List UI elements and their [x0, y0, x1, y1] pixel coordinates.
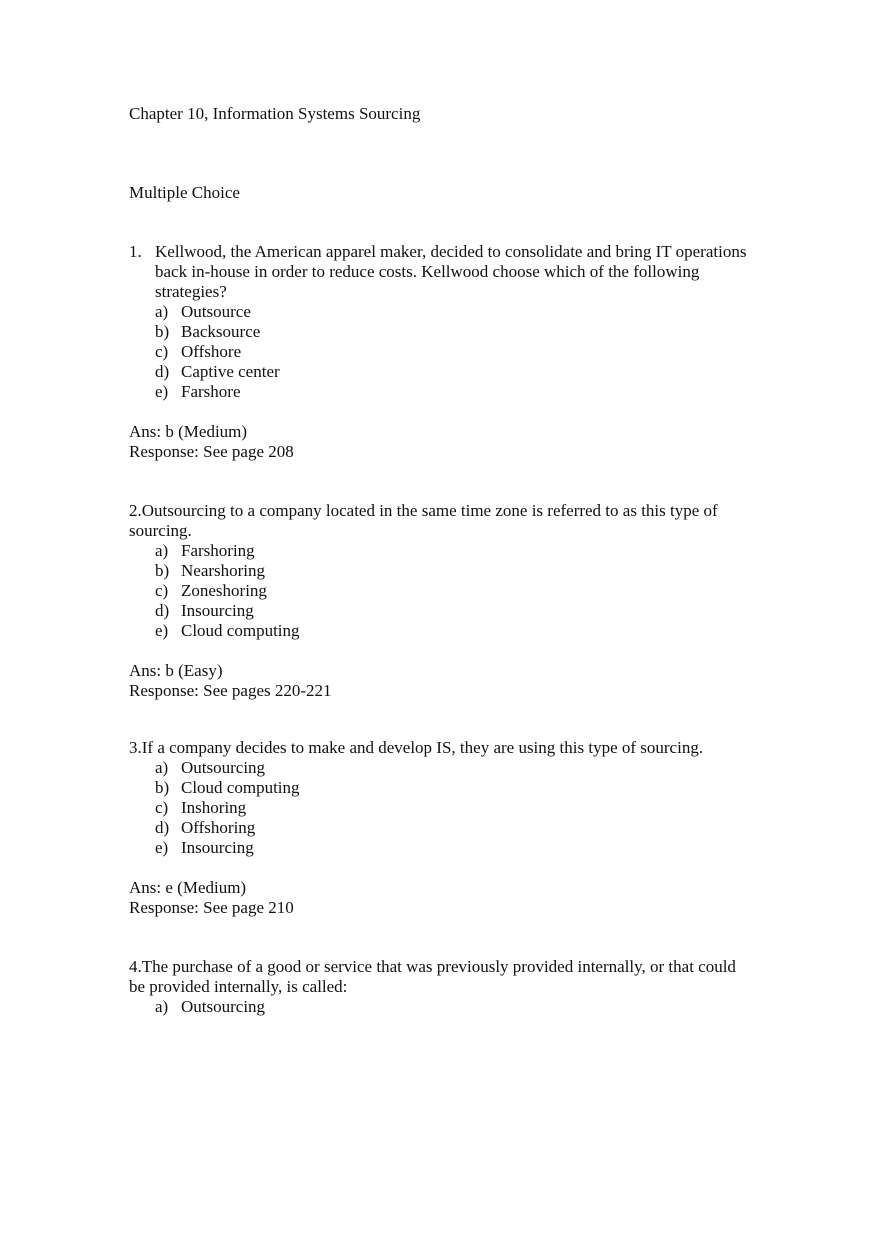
- option-item: e) Insourcing: [155, 838, 254, 857]
- option-text: Offshore: [181, 342, 242, 361]
- option-list: [155, 302, 754, 402]
- option-item: b) Backsource: [155, 322, 261, 341]
- option-item: d) Captive center: [155, 362, 280, 381]
- option-text: Insourcing: [181, 601, 254, 620]
- option-item: e) Farshore: [155, 382, 241, 401]
- answer-line: Ans: e (Medium): [129, 878, 247, 897]
- answer-block: [129, 661, 754, 701]
- question-1: [129, 242, 754, 462]
- option-item: a) Outsource: [155, 302, 251, 321]
- option-item: b) Nearshoring: [155, 561, 266, 580]
- option-text: Nearshoring: [181, 561, 266, 580]
- option-text: Inshoring: [181, 798, 247, 817]
- option-item: a) Outsourcing: [155, 997, 266, 1016]
- option-item: a) Outsourcing: [155, 758, 266, 777]
- response-line: Response: See page 208: [129, 442, 294, 461]
- option-text: Outsourcing: [181, 758, 266, 777]
- option-item: c) Zoneshoring: [155, 581, 267, 600]
- option-text: Backsource: [181, 322, 261, 341]
- option-item: c) Inshoring: [155, 798, 247, 817]
- question-number: 1.: [129, 242, 142, 261]
- answer-line: Ans: b (Easy): [129, 661, 223, 680]
- question-stem: 2.Outsourcing to a company located in the same time zone is referred to as this type of sourcing.: [129, 501, 718, 540]
- question-stem: 3.If a company decides to make and develop IS, they are using this type of sourcing.: [129, 738, 704, 757]
- option-list: [129, 541, 754, 641]
- option-text: Zoneshoring: [181, 581, 267, 600]
- answer-block: [129, 878, 754, 918]
- option-item: d) Insourcing: [155, 601, 254, 620]
- option-item: d) Offshoring: [155, 818, 256, 837]
- option-list: [129, 997, 754, 1017]
- section-heading: Multiple Choice: [129, 183, 240, 202]
- option-text: Outsourcing: [181, 997, 266, 1016]
- chapter-title: Chapter 10, Information Systems Sourcing: [129, 104, 421, 123]
- question-stem: 4.The purchase of a good or service that was previously provided internally, or that could be provided internally, is called:: [129, 957, 736, 996]
- option-text: Cloud computing: [181, 621, 300, 640]
- option-item: c) Offshore: [155, 342, 242, 361]
- response-line: Response: See page 210: [129, 898, 294, 917]
- option-text: Captive center: [181, 362, 280, 381]
- option-item: b) Cloud computing: [155, 778, 300, 797]
- question-3: [129, 738, 754, 918]
- answer-line: Ans: b (Medium): [129, 422, 248, 441]
- option-text: Outsource: [181, 302, 251, 321]
- question-stem: Kellwood, the American apparel maker, decided to consolidate and bring IT operations back in-house in order to reduce costs. Kellwood choose which of the following strategies?: [155, 242, 747, 301]
- question-4: [129, 957, 754, 1017]
- option-text: Offshoring: [181, 818, 256, 837]
- option-text: Insourcing: [181, 838, 254, 857]
- question-2: [129, 501, 754, 701]
- option-item: e) Cloud computing: [155, 621, 300, 640]
- option-text: Farshoring: [181, 541, 255, 560]
- option-item: a) Farshoring: [155, 541, 255, 560]
- answer-block: [129, 422, 754, 462]
- option-text: Cloud computing: [181, 778, 300, 797]
- response-line: Response: See pages 220-221: [129, 681, 332, 700]
- option-list: [129, 758, 754, 858]
- option-text: Farshore: [181, 382, 241, 401]
